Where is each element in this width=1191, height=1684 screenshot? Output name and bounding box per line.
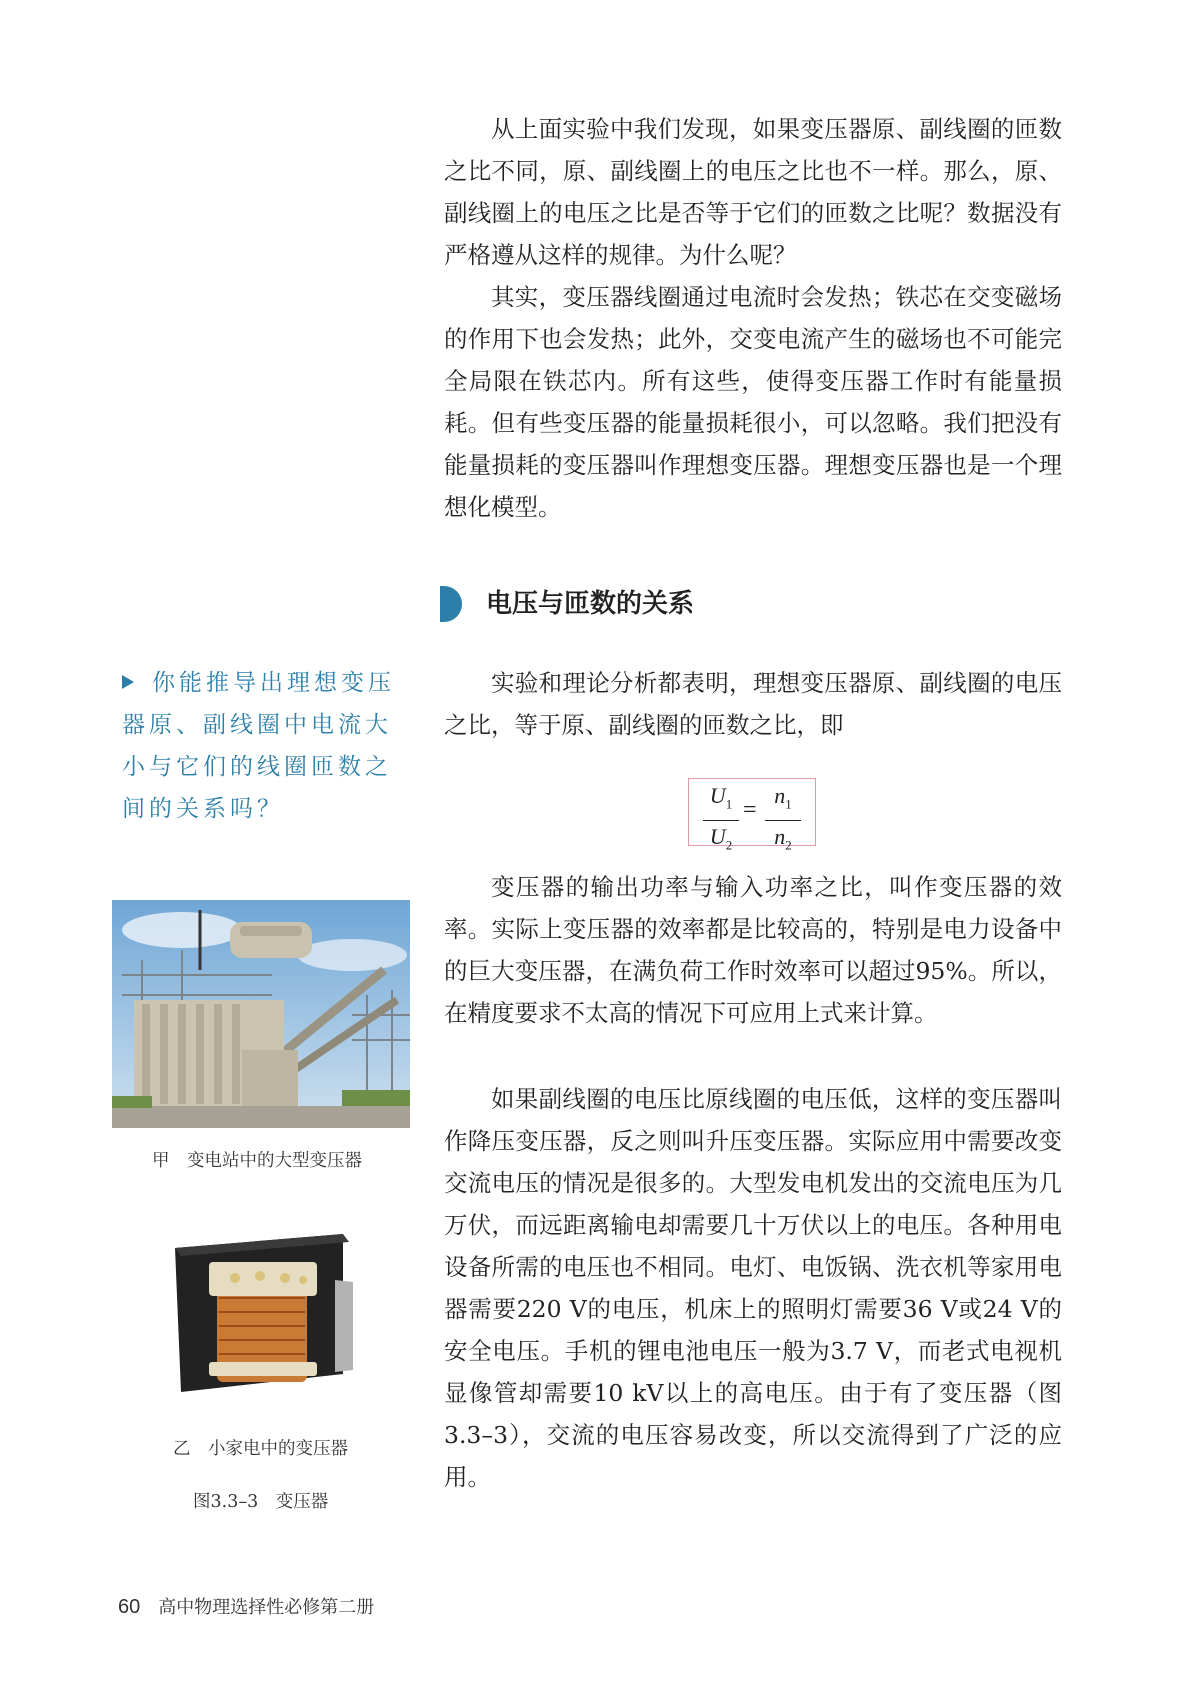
paragraph-1: 从上面实验中我们发现，如果变压器原、副线圈的匝数之比不同，原、副线圈上的电压之比也不一样。那么，原、副线圈上的电压之比是否等于它们的匝数之比呢？数据没有严格遵从这样的规律。为什么呢？	[444, 115, 1062, 269]
formula-n2-sub: 2	[785, 837, 792, 853]
formula-u1-sub: 1	[725, 796, 733, 812]
substation-transformer-photo	[112, 900, 410, 1128]
sidenote-text: 你能推导出理想变压器原、副线圈中电流大小与它们的线圈匝数之间的关系吗？	[122, 670, 395, 822]
formula-n1: n	[774, 783, 786, 808]
caption-a: 甲 变电站中的大型变压器	[152, 1151, 362, 1171]
figure-caption: 图3.3–3 变压器	[193, 1492, 329, 1512]
section-marker-icon	[440, 586, 462, 622]
book-title: 高中物理选择性必修第二册	[158, 1597, 375, 1618]
turns-ratio	[765, 783, 801, 859]
triangle-arrow-icon	[122, 675, 134, 689]
section-title: 电压与匝数的关系	[486, 589, 695, 619]
fraction-bar	[765, 820, 801, 821]
paragraph-3: 实验和理论分析都表明，理想变压器原、副线圈的电压之比，等于原、副线圈的匝数之比，即	[444, 669, 1062, 739]
sidenote-question	[122, 662, 412, 830]
formula-n2: n	[774, 824, 786, 850]
small-transformer-photo	[165, 1220, 355, 1404]
small-transformer-image	[165, 1220, 355, 1404]
paragraph-5: 如果副线圈的电压比原线圈的电压低，这样的变压器叫作降压变压器，反之则叫升压变压器。实际应用中需要改变交流电压的情况是很多的。大型发电机发出的交流电压为几万伏，而远距离输电却需要几十万伏以上的电压。各种用电设备所需的电压也不相同。电灯、电饭锅、洗衣机等家用电器需要220 V的电压，机床上的照明灯需要36 V或24 V的安全电压。手机的锂电池电压一般为3.7 V，而老式电视机显像管却需要10 kV以上的高电压。由于有了变压器（图3.3–3），交流的电压容易改变，所以交流得到了广泛的应用。	[444, 1085, 1062, 1491]
formula-n1-sub: 1	[785, 796, 792, 812]
page-footer	[118, 1593, 374, 1619]
page-number: 60	[118, 1596, 141, 1618]
formula-u2: U	[709, 824, 726, 850]
voltage-ratio	[703, 783, 739, 859]
paragraph-4: 变压器的输出功率与输入功率之比，叫作变压器的效率。实际上变压器的效率都是比较高的，特别是电力设备中的巨大变压器，在满负荷工作时效率可以超过95%。所以，在精度要求不太高的情况下可应用上式来计算。	[444, 873, 1062, 1027]
fraction-bar	[703, 820, 739, 821]
formula-u1: U	[709, 783, 726, 808]
formula-box	[688, 778, 816, 853]
paragraph-2: 其实，变压器线圈通过电流时会发热；铁芯在交变磁场的作用下也会发热；此外，交变电流产生的磁场也不可能完全局限在铁芯内。所有这些，使得变压器工作时有能量损耗。但有些变压器的能量损耗很小，可以忽略。我们把没有能量损耗的变压器叫作理想变压器。理想变压器也是一个理想化模型。	[444, 283, 1062, 521]
substation-transformer-image	[112, 900, 410, 1128]
caption-b: 乙 小家电中的变压器	[173, 1439, 348, 1459]
formula-equals: =	[743, 797, 757, 823]
formula-u2-sub: 2	[725, 837, 733, 853]
